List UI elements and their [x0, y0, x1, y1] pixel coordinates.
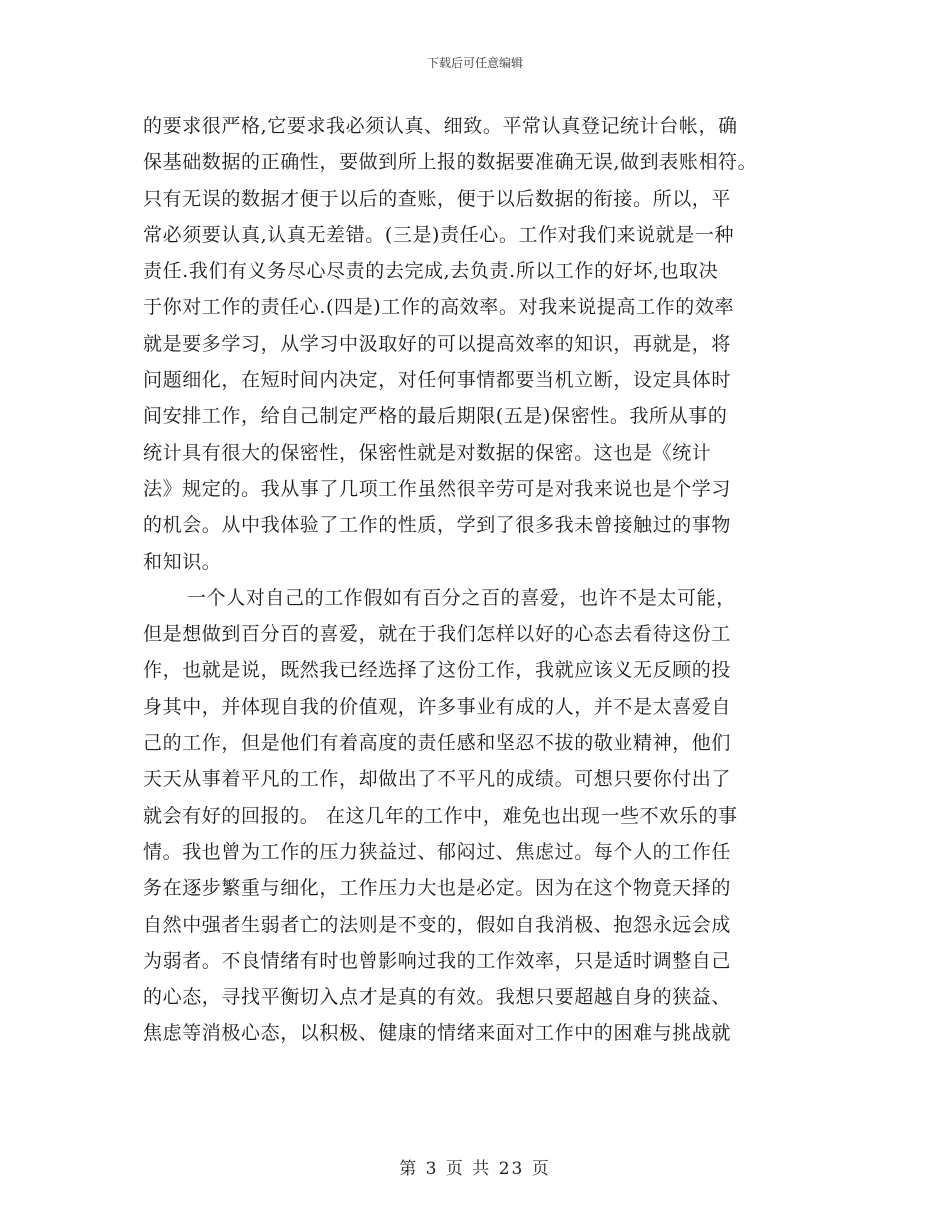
text-line: 的要求很严格,它要求我必须认真、细致。平常认真登记统计台帐，确: [143, 115, 738, 137]
text-line: 情。我也曾为工作的压力狭益过、郁闷过、焦虑过。每个人的工作任: [143, 840, 732, 863]
page-header: 下载后可任意编辑: [426, 56, 523, 70]
page-number-footer: 第 3 页 共 23 页: [399, 1159, 551, 1179]
text-line: 责任.我们有义务尽心尽责的去完成,去负责.所以工作的好坏,也取决: [143, 260, 719, 283]
text-line: 间安排工作，给自己制定严格的最后期限(五是)保密性。我所从事的: [143, 405, 728, 428]
text-line: 和知识。: [143, 550, 222, 573]
text-line: 保基础数据的正确性，要做到所上报的数据要准确无误,做到表账相符。: [143, 151, 758, 174]
text-line: 的心态，寻找平衡切入点才是真的有效。我想只要超越自身的狭益、: [143, 986, 732, 1009]
text-line: 只有无误的数据才便于以后的查账，便于以后数据的衔接。所以，平: [143, 187, 732, 210]
text-line: 法》规定的。我从事了几项工作虽然很辛劳可是对我来说也是个学习: [143, 477, 732, 500]
text-line: 为弱者。不良情绪有时也曾影响过我的工作效率，只是适时调整自己: [143, 949, 732, 972]
text-line: 自然中强者生弱者亡的法则是不变的，假如自我消极、抱怨永远会成: [143, 913, 732, 936]
text-line: 问题细化，在短时间内决定，对任何事情都要当机立断，设定具体时: [143, 369, 732, 392]
text-line: 天天从事着平凡的工作，却做出了不平凡的成绩。可想只要你付出了: [143, 768, 732, 791]
text-line: 就会有好的回报的。 在这几年的工作中，难免也出现一些不欢乐的事: [143, 804, 738, 827]
text-line: 常必须要认真,认真无差错。(三是)责任心。工作对我们来说就是一种: [143, 223, 735, 246]
text-line: 的机会。从中我体验了工作的性质，学到了很多我未曾接触过的事物: [143, 514, 732, 537]
paragraph-start-line: 一个人对自己的工作假如有百分之百的喜爱，也许不是太可能，: [187, 586, 736, 609]
text-line: 焦虑等消极心态，以积极、健康的情绪来面对工作中的困难与挑战就: [143, 1022, 732, 1045]
text-line: 作，也就是说，既然我已经选择了这份工作，我就应该义无反顾的投: [143, 659, 732, 682]
text-line: 统计具有很大的保密性，保密性就是对数据的保密。这也是《统计: [143, 441, 712, 464]
text-line: 身其中，并体现自我的价值观，许多事业有成的人，并不是太喜爱自: [143, 695, 732, 718]
text-line: 于你对工作的责任心.(四是)工作的高效率。对我来说提高工作的效率: [143, 296, 735, 319]
text-line: 务在逐步繁重与细化，工作压力大也是必定。因为在这个物竟天择的: [143, 877, 732, 900]
text-line: 就是要多学习，从学习中汲取好的可以提高效率的知识，再就是，将: [143, 332, 732, 355]
text-line: 己的工作，但是他们有着高度的责任感和坚忍不拔的敬业精神，他们: [143, 732, 732, 755]
text-line: 但是想做到百分百的喜爱，就在于我们怎样以好的心态去看待这份工: [143, 623, 732, 646]
document-body: [143, 108, 823, 1052]
